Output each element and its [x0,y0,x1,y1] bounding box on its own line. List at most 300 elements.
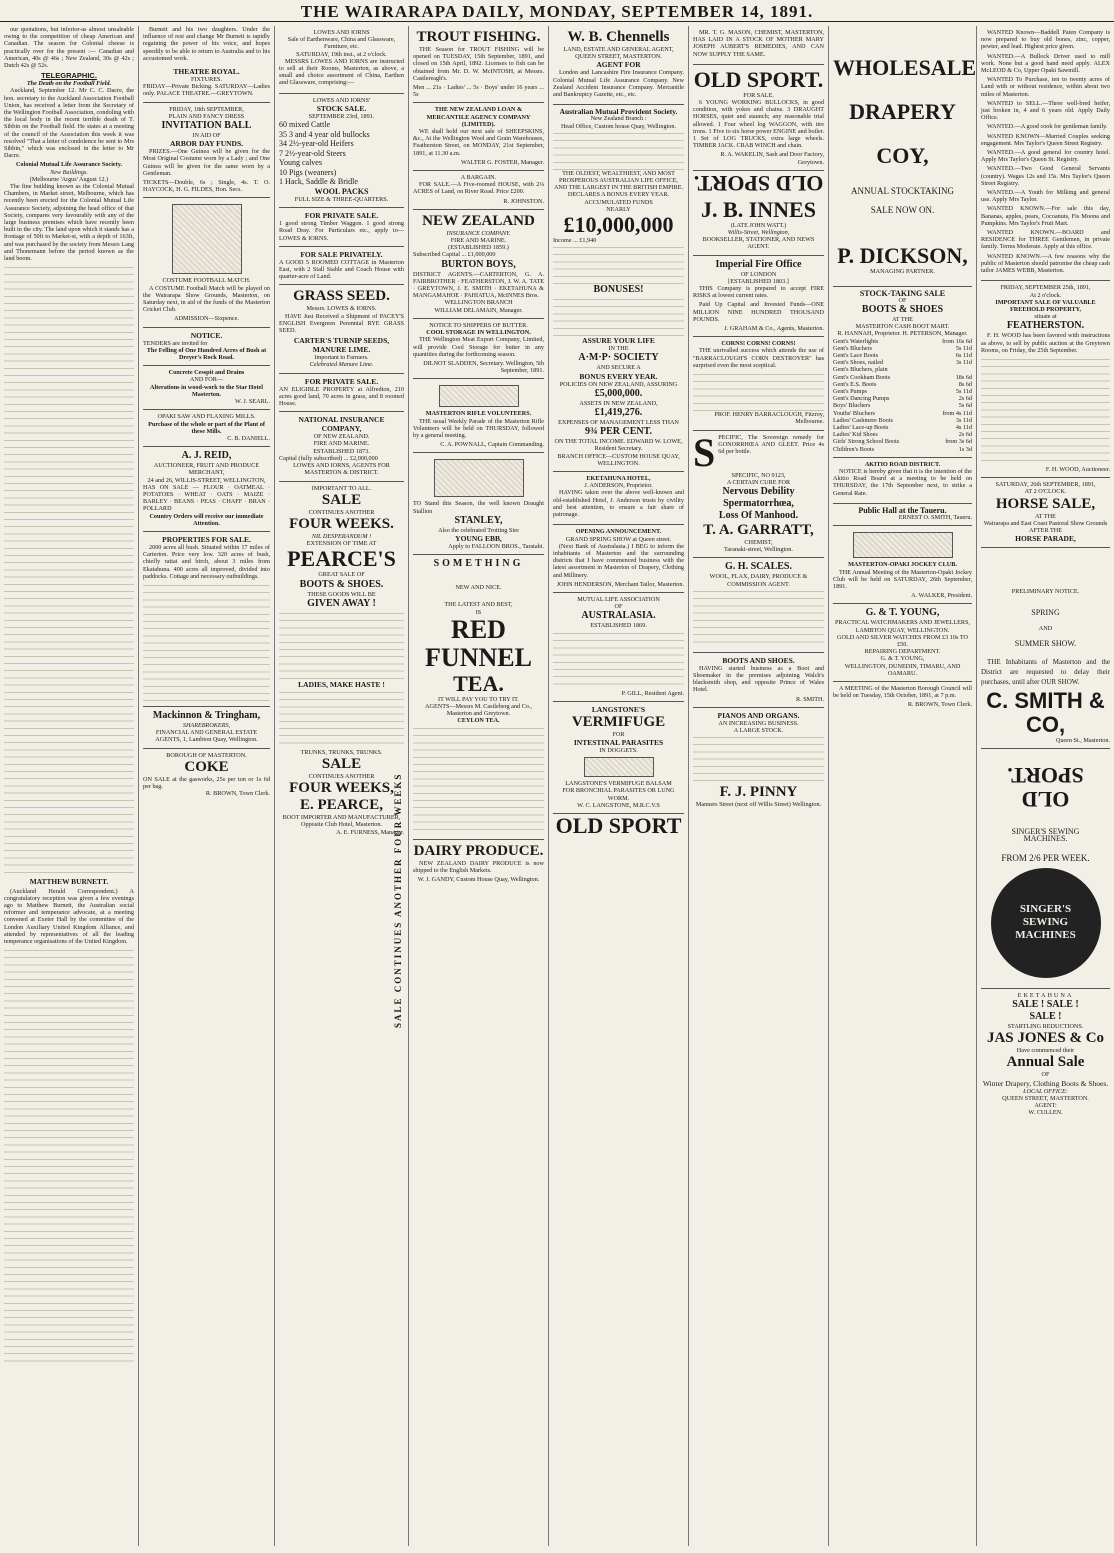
column-7 [828,26,976,1546]
imperial-sub: OF LONDON [740,270,777,278]
price-row [833,359,972,366]
amp-bonus: DECLARES A BONUS EVERY YEAR. [567,191,670,199]
price-row [833,424,972,431]
corns-signature: PROF. HENRY BARRACLOUGH, Fitzroy, Melbourne. [714,411,824,426]
mutual-australasia: AUSTRALASIA. [581,610,656,622]
wanted-ad: WANTED KNOWN—Married Couples seeking engagement. Mrs Taylor's Queen Street Registry. [981,132,1110,147]
featherston-important: IMPORTANT SALE OF VALUABLE FREEHOLD PROPERTY, [995,298,1096,313]
trout-body: THE Season for TROUT FISHING will be opened on TUESDAY, 15th September, 1891, and closed on 15th April, 1892. Licenses to fish can be obtained from Mr. D. W. McINTOSH, at Messrs. Castlereagh's. [413,46,544,82]
preliminary-notice: PRELIMINARY NOTICE. [1011,588,1080,596]
burnett-continued: Burnett and his two daughters. Under the influence of rest and change Mr Burnett is rapidly regaining the power of his voice, and hopes speedily to be able to return to Australia and to his accustomed work. [143,26,270,62]
footballer-illustration [172,204,242,274]
dairy-heading: DAIRY PRODUCE. [413,842,544,859]
langstone-dogs: IN DOGGETS. [599,746,638,754]
winter-drapery: Winter Drapery, Clothing Boots & Shoes. [982,1078,1109,1088]
nervous-debility: Nervous Debility [722,485,795,497]
mill-signature: C. B. DANIELL. [227,434,270,442]
price-item: Gent's Bluchers, plain [833,366,888,374]
loan-body: WE shall hold our next sale of SHEEPSKINS, &c., At the Wellington Wool and Grain Warehouses, Featherston Street, on MONDAY, 21st September, 1891, at 11.30 a.m. [413,128,544,157]
mutual-text [553,630,684,690]
stock-item: 34 2½-year-old Heifers [279,139,354,149]
dog-illustration [584,757,654,777]
burnett-continuation-text [4,947,134,1367]
lowes-text: MESSRS LOWES AND IORNS are instructed to sell at their Rooms, Masterton, as above, a small and choice assortment of China, Earthen and Glassware, comprising:— [279,57,404,87]
amp-funds-near: NEARLY [606,205,631,213]
price-item: Gent's Pumps [833,388,867,396]
amp-bonus-text [553,296,684,336]
pearce-sale-ad [279,482,404,840]
mason-body: MR. T. G. MASON, CHEMIST, MASTERTON, HAS LAID IN A STOCK OF MOTHER MARY JOSEPH AUBERT'S REMEDIES, AND CAN NOW SUPPLY THE SAME. [693,29,824,58]
properties-body: 2000 acres all bush. Situated within 17 miles of Carterton. Price very low. 320 acres of bush, chiefly rattai and birch, about 3 miles from Ekatahuna. 400 acres all improved, divided into paddocks. Cottage and necessary outbuildings. [143,543,270,580]
scales-ad [693,558,824,652]
large-stock: A LARGE STOCK. [733,726,784,734]
lowes-heading: LOWES AND IORNS [313,29,370,36]
jones-heading: JAS JONES & Co [986,1030,1105,1047]
amp-every: BONUS EVERY YEAR. [579,371,658,381]
innes-sub: (LATE JOHN WATT.) [730,221,787,229]
reid-trade: AUCTIONEER, FRUIT AND PRODUCE MERCHANT, [153,462,260,477]
price-row [833,352,972,359]
scales-text [693,588,824,648]
hotel-sub: J. ANDERSON, Proprietor. [584,482,653,490]
it-will-pay: IT WILL PAY YOU TO TRY IT. [438,695,519,703]
price-row [833,438,972,445]
price-row [833,374,972,381]
amp-society: A·M·P· SOCIETY [578,352,659,364]
drapery-heading: DRAPERY [849,99,956,124]
tender-1-heading: The Felling of One Hundred Acres of Bush at Dreyer's Rock Road. [146,346,267,362]
singer-badge: SINGER'S SEWING MACHINES [991,868,1101,978]
opening-heading: OPENING ANNOUNCEMENT. [575,528,662,536]
new-nice: NEW AND NICE. [455,584,502,592]
young-watchmakers-ad [833,604,972,682]
pinny-address: Manners Street (next off Willis Street) Wellington. [695,801,822,809]
hall-signature: ERNEST O. SMITH, Taueru. [898,514,972,522]
trout-fees: Men ... 21s · Ladies' ... 5s · Boys' under 16 years ... 5s [413,84,544,99]
tea-text [413,725,544,835]
sale-motto: NIL DESPERANDUM ! [311,532,372,540]
boots-shoes-ad [693,653,824,708]
price-value: 5s 11d [955,388,972,396]
garratt-address: Taranaki-street, Wellington. [724,546,793,554]
horse-after: AFTER THE [1028,526,1063,534]
racehorse-illustration [853,532,953,558]
mackinnon-ad [143,707,270,749]
nz-sub: INSURANCE COMPANY. [446,229,511,237]
ball-aid: IN AID OF [192,132,221,140]
horse-parade: HORSE PARADE, [1015,534,1076,544]
price-item: Gent's Lace Boots [833,352,879,360]
coke-signature: R. BROWN, Town Clerk. [205,790,270,798]
nz-agent: BURTON BOYS, [441,258,516,270]
certain-cure: A CERTAIN CURE FOR [726,478,791,486]
old-sport-heading: OLD SPORT [555,812,682,838]
manure-body: Celebrated Manure Lime. [309,361,374,369]
pearce-name: E. PEARCE, [300,797,383,814]
private-sale-3 [279,374,404,413]
amp-figures [553,244,684,284]
horse-ground: Wairarapa and East Coast Pastoral Show Grounds [983,519,1108,527]
langstone-bronchial: FOR BRONCHIAL PARASITES OR LUNG WORM. [562,787,675,802]
boot-price-list [833,338,972,453]
young-ebb: YOUNG EBB, [455,533,502,543]
cheese-quotations: our quotations, but inferior-as almost unsaleable owing to the competition of cheap American and Canadian. The season for Colonial cheese is practically over for the present :— Canadian and American, 40s @ 46s ; New Zealand, 30s @ 42s ; Dutch 42s @ 52s. [4,26,134,70]
trout-fishing-ad [413,26,544,103]
annual-sale-heading: Annual Sale [1006,1054,1085,1071]
increasing-business: AN INCREASING BUSINESS. [718,719,799,727]
price-row [833,338,972,345]
article-continuation-text [4,264,134,874]
price-value: 2s 6d [958,431,972,439]
theatre-sub: FIXTURES. [190,76,223,84]
sport-items: 6 YOUNG WORKING BULLOCKS, in good condition, with yokes and chains. 3 DRAUGHT HORSES, quiet and staunch; any reasonable trial allowed. 1 Four wheel log WAGGON, with tire irons. 1 Five to six horse power ENGINE and boiler. 1 Set of LOG TRUCKS, extra large wheels. TIMBER JACK. CRAB WINCH and chain. [693,99,824,150]
jockey-body: THE Annual Meeting of the Masterton-Opaki Jockey Club will be held on SATURDAY, 26th September, 1891. [833,568,972,590]
price-item: Gent's Dancing Pumps [833,395,890,403]
langstone-ad [553,702,684,814]
lowes-earthenware-ad [279,26,404,94]
featherston-sale-ad [981,281,1110,478]
stock-item: 1 Hack, Saddle & Bridle [279,177,358,187]
price-row [833,345,972,352]
sale-sale: SALE ! SALE ! [1012,998,1079,1010]
mutual-life-ad [553,593,684,702]
pearce-text [279,610,404,680]
stanley-body: TO Stand this Season, the well known Draught Stallion [413,500,544,515]
repairing-dept: REPAIRING DEPARTMENT. [864,648,941,656]
ladies-text [279,689,404,749]
nz-established: (ESTABLISHED 1859.) [448,244,509,252]
spring-word: SPRING [1031,608,1060,618]
amp-income: Income ... £1,940 [553,237,597,245]
old-sport-ad [693,65,824,171]
shippers-heading: NOTICE TO SHIPPERS OF BUTTER. [429,321,528,329]
mackinnon-body: FINANCIAL AND GENERAL ESTATE AGENTS, 1, Lambton Quay, Wellington. [155,729,258,744]
notice-heading: NOTICE. [190,330,223,340]
wood-signature: F. H. WOOD, Auctioneer. [1045,465,1110,473]
eketahuna: EKETAHUNA [1017,991,1074,999]
imperial-heading: Imperial Fire Office [715,258,802,270]
sport-signature: R. A. WAKELIN, Sash and Door Factory, Greytown. [720,151,824,166]
imperial-capital: Paid Up Capital and Invested Funds—ONE MILLION NINE HUNDRED THOUSAND POUNDS. [693,301,824,323]
latest-best: THE LATEST AND BEST, [444,601,513,609]
dairy-body: NEW ZEALAND DAIRY PRODUCE is now shipped to the English Markets. [413,859,544,874]
hotel-heading: EKETAHUNA HOTEL, [586,475,651,483]
corns-ad [693,337,824,430]
smith-body: THE Inhabitants of Masterton and the District are requested to delay their purchases, until after OUR SHOW. [981,657,1110,686]
stock-item: WOOL PACKS [314,186,369,196]
costume-body: A COSTUME Football Match will be played on the Wairarapa Show Grounds, Masterton, on Saturday next, in aid of the funds of the Masterton Cricket Club. [143,284,270,314]
featherston-date: FRIDAY, SEPTEMBER 25th, 1891, [1000,284,1091,292]
stanley-signature: Apply to FALLOON BROS., Taratahi. [448,542,544,550]
price-item: Gent's Bluchers [833,344,873,352]
price-row [833,410,972,417]
wanted-ad: WANTED KNOWN.—A few reasons why the public of Masterton should patronise the cheap cash tailor JAMES WEBB, Masterton. [981,252,1110,275]
opening-ad [553,525,684,593]
amp-branch: New Zealand Branch : [590,115,647,123]
featherston-time: At 2 o'clock. [1029,291,1062,299]
wood-body: F. H. WOOD has been favored with instructions as above, to sell by public auction at the Greytown Rooms, on Friday, the 25th September. [981,332,1110,354]
tender-notice-1 [143,328,270,367]
wanted-ad: WANTED KNOWN.—BOARD and RESIDENCE for THREE Gentlemen, in private family. Terms Moderate. Apply at this office. [981,229,1110,251]
tea-heading: TEA. [453,670,504,696]
manure-heading: MANURE LIME. [312,345,371,355]
mla-headline: Colonial Mutual Life Assurance Society. [15,161,123,169]
jockey-club-ad [833,526,972,604]
jones-sale-ad [981,989,1110,1121]
tender-2-more: Alterations in wood-work to the Star Hotel Masterton. [150,383,263,398]
price-value: 8s 6d [958,380,972,388]
hotel-ad [553,472,684,525]
amp-assure: ASSURE YOUR LIFE [582,336,655,346]
pearce-trade: BOOT IMPORTER AND MANUFACTURER, [282,814,401,822]
langstone-signature: W. C. LANGSTONE, M.R.C.V.S [577,801,660,809]
price-row [833,446,972,453]
coy-heading: COY, [876,143,929,168]
price-item: Ladies' Cashmere Boots [833,416,893,424]
sale-bang: SALE ! [1029,1010,1062,1022]
garratt-chemist: CHEMIST, [744,538,773,546]
price-value: 6s 11d [955,352,972,360]
scales-sub: WOOL, FLAX, DAIRY, PRODUCE & COMMISSION AGENT. [709,573,808,588]
cool-signature: DILNOT SLADDEN, Secretary. Wellington, 5th September, 1891. [423,359,544,375]
pianos-heading: PIANOS AND ORGANS. [717,710,800,720]
langstone-balsam: LANGSTONE'S VERMIFUGE BALSAM [565,780,672,788]
price-item: Children's Boots [833,445,875,453]
nz-line: FIRE AND MARINE. [450,237,507,245]
borough-body: A MEETING of the Masterton Borough Council will be held on Tuesday, 15th October, 1891, at 7 p.m. [833,684,972,700]
amp-assuring: POLICIES ON NEW ZEALAND, ASSURING [559,380,678,388]
mill-tender-heading: Purchase of the whole or part of the Plant of these Mills. [148,420,265,435]
akitio-body: NOTICE is hereby given that it is the intention of the Akitio Road Board at a meeting to be held on THURSDAY, the 17th September next, to strike a General Rate. [833,468,972,497]
price-value: from 16s 6d [942,337,972,345]
stock-item: 35 3 and 4 year old bullocks [279,129,370,139]
amp-in: IN THE [608,345,629,353]
wholesale-drapery-ad [833,26,976,287]
wood-text [981,356,1110,466]
pinny-heading: F. J. PINNY [719,784,798,801]
amp-assets: £1,419,276. [594,407,643,419]
imperial-body: THIS Company is prepared to accept FIRE RISKS at lowest current rates. [693,285,824,300]
bargain-body: FOR SALE.—A Five-roomed HOUSE, with 2¼ ACRES of Land, on River Road. Price £200. [413,181,544,196]
innes-trade: BOOKSELLER, STATIONER, AND NEWS AGENT. [702,236,815,251]
ladies-heading: LADIES, MAKE HASTE ! [298,679,385,689]
wellington-manager: WILLIAM DELAMAIN, Manager. [434,306,523,314]
burnett-article: (Auckland Herald Correspondent.) A congratulatory reception was given a few evenings ago to Matthew Burnett, the Australian social reformer and temperance advocate, at a meeting convened at Exeter Hall by the committee of the London Auxiliary United Kingdom Alliance, and attended by representatives of all the leading temperance organisations of the United Kingdom. [4,887,134,945]
featherston-heading: FEATHERSTON. [1006,320,1085,332]
amp-funds: £10,000,000 [563,212,674,238]
young-heading: G. & T. YOUNG, [865,607,940,619]
pearce-goods: THESE GOODS WILL BE [307,590,376,598]
cullen-agent: W. CULLEN. [1028,1109,1063,1117]
amp-oldest: THE OLDEST, WEALTHIEST, AND MOST PROSPEROUS AUSTRALIAN LIFE OFFICE, [559,169,678,185]
mutual-established: ESTABLISHED 1869. [590,622,647,630]
ball-ad [143,103,270,199]
stocktaking-at: AT THE [892,316,913,324]
amp-assets-label: ASSETS IN NEW ZEALAND, [579,399,658,407]
national-agents: LOWES AND IORNS, AGENTS FOR MASTERTON & DISTRICT. [293,462,390,477]
trunks-line: TRUNKS, TRUNKS, TRUNKS. [300,748,383,756]
reid-orders: Country Orders will receive our immediate Attention. [149,512,264,527]
bargain-signature: R. JOHNSTON. [503,197,544,205]
wanted-ad: WANTED.—Two Good General Servants (country). Wages 12s and 15s. Mrs Taylor's Queen Street Registry. [981,165,1110,187]
price-item: Gent's Waterlights [833,337,879,345]
ball-kind: PLAIN AND FANCY DRESS [168,112,245,120]
pearce-boots: BOOTS & SHOES. [299,578,384,590]
old-sport-upside-down: OLD SPORT. [693,170,824,196]
cash-boot-mart-ad [833,287,972,458]
young-towns: WELLINGTON, DUNEDIN, TIMARU, AND OAMARU. [844,662,961,677]
price-item: Girls' Strong School Boots [833,438,900,446]
specific-initial: S [693,430,716,475]
column-2 [138,26,274,1546]
private-3-heading: FOR PRIVATE SALE. [304,376,379,386]
queen-street: QUEEN STREET, MASTERTON. [1002,1094,1089,1102]
sale-now-on: SALE NOW ON. [870,205,935,216]
national-line: FIRE AND MARINE. [313,440,370,448]
wanted-ad: WANTED.—A good cook for gentleman family. [987,123,1108,131]
featherston-situate: situate at [1034,313,1057,321]
stallion-ad [413,453,544,555]
langstone-heading: LANGSTONE'S [591,704,646,714]
specific-number: SPECIFIC, NO 9123, [731,471,786,479]
price-value: 3s 11d [955,416,972,424]
bargain-ad [413,171,544,210]
coke-heading: COKE [184,758,229,775]
young-sub: PRACTICAL WATCHMAKERS AND JEWELLERS, [834,619,971,627]
hannah-proprietor: R. HANNAH, Proprietor. H. PETERSON, Manager. [837,330,968,338]
price-row [833,402,972,409]
smith-heading: C. SMITH & CO, [986,687,1105,737]
singer-ad [981,825,1110,989]
horse-date: SATURDAY, 26th SEPTEMBER, 1891, [995,481,1096,489]
sale-sub: CONTINUES ANOTHER [308,508,375,516]
grass-body: HAVE Just Received a Shipment of PACEY'S ENGLISH Evergreen Perennial RYE GRASS SEED. [279,312,404,335]
horse-time: AT 2 O'CLOCK. [1024,488,1067,496]
amp-heading: Australian Mutual Provident Society. [559,107,678,117]
chennells-heading: W. B. Chennells [567,29,670,45]
ball-fund: ARBOR DAY FUNDS. [170,139,243,149]
loss-of-manhood: Loss Of Manhood. [718,509,799,521]
price-value: 2s 6d [958,395,972,403]
garratt-name: T. A. GARRATT, [703,521,814,538]
wanted-ad: WANTED to SELL.—Three well-bred heifer, just broken in, 4 and 6 years old. Apply Daily Office. [981,99,1110,122]
nz-district-agents: DISTRICT AGENTS.—CARTERTON, G. A. FAIRBROTHER · FEATHERSTON, J. W. A. TATE · GREYTOWN, J. E. SMITH · EKETAHUNA & MANGAMAHOE · PAHIATUA, McINNES Bros. [413,270,544,300]
price-value: 5s 6d [958,402,972,410]
chennells-sub: LAND, ESTATE AND GENERAL AGENT, [563,46,674,53]
properties-ad [143,532,270,707]
wanted-ad: WANTED To Purchase, ten to twenty acres of Land with or without residence, within about two miles of Masterton. [981,76,1110,98]
mason-chemist-ad [693,26,824,65]
imperial-established: [ESTABLISHED 1803.] [728,277,789,285]
costume-football-ad [143,198,270,327]
hotel-body: HAVING taken over the above well-known and old-established Hotel, J. Anderson trusts by civility and best attention, to ensure a fair share of patronage. [553,489,684,519]
mackinnon-sub: SHAREBROKERS, [182,721,231,729]
nz-heading: NEW ZEALAND [422,212,535,229]
buildings-headline: New Buildings. [50,168,88,176]
ball-tickets: TICKETS—Double, 6s ; Single, 4s. T. O. HAYCOCK, H. G. FILDES, Hon. Secs. [143,179,270,194]
saw-mill-ad [143,410,270,447]
costume-admission: ADMISSION—Sixpence. [174,315,239,323]
properties-more-text [143,582,270,702]
jones-of: OF [1041,1071,1050,1079]
coke-body: ON SALE at the gasworks, 25s per ton or 1s 6d per bag. [143,775,270,790]
price-value [929,366,972,373]
wanted-ad: WANTED Known—Baddell Paten Company is now prepared to buy old bones, zinc, copper, pewter, and lead. Highest price given. [981,29,1110,51]
scales-heading: G. H. SCALES. [725,561,792,573]
theatre-ad [143,64,270,103]
agent-label: AGENT: [1034,1101,1057,1109]
reid-address: 24 and 26, WILLIS-STREET, WELLINGTON, [147,476,266,484]
amp-largest: AND THE LARGEST IN THE BRITISH EMPIRE. [553,184,684,192]
loan-agency-ad [413,103,544,171]
stock-item: 60 mixed Cattle [279,120,331,130]
ball-date: FRIDAY, 18th SEPTEMBER, [169,105,244,113]
ceylon-tea: CEYLON TEA. [457,717,500,725]
corns-heading: CORNS! CORNS! CORNS! [721,340,796,348]
mutual-heading: MUTUAL LIFE ASSOCIATION [577,595,660,603]
gold-watches: GOLD AND SILVER WATCHES FROM £3 10s TO £50. [837,633,968,648]
red-funnel-heading: RED FUNNEL [425,614,532,672]
langstone-for: FOR [612,730,625,738]
horse-sale-ad [981,478,1110,548]
red-funnel-tea-ad [413,555,544,839]
grass-heading: GRASS SEED. [293,288,390,305]
imperial-fire-ad [693,256,824,338]
tender-1-intro: TENDERS are invited for [143,339,208,347]
important-heading: IMPORTANT TO ALL. [311,484,372,492]
innes-heading: J. B. INNES [701,196,816,222]
lowes-sale: Sale of Earthenware, China and Glassware, Furniture, etc. [287,36,396,51]
price-value: 18s 6d [955,373,972,381]
price-value: 1s 3d [958,445,972,453]
price-value: 4s 11d [955,424,972,432]
akitio-heading: AKITIO ROAD DISTRICT. [864,460,941,468]
nz-insurance-ad [413,210,544,319]
pinny-ad [693,708,824,813]
pearce-heading: PEARCE'S [287,546,396,572]
tea-agents: AGENTS—Messrs M. Castleberg and Co., Masterton and Greytown. [425,702,532,718]
theatre-body: FRIDAY—Private Bicking. SATURDAY—Ladies only. PALACE THEATRE.—GREYTOWN. [143,83,270,98]
amp-branch-office: BRANCH OFFICE—CUSTOM HOUSE QUAY, WELLINGTON. [557,452,680,467]
jones-have: Have commenced their [1016,1047,1075,1055]
sale-weeks: FOUR WEEKS. [289,515,394,532]
private-2-body: A GOOD 5 ROOMED COTTAGE in Masterton East, with 2 Stall Stable and Coach House with quarter-acre of Land. [279,258,404,281]
tender-2-heading: Concrete Cesspit and Drains [168,369,245,377]
chennells-address: QUEEN STREET, MASTERTON. [575,53,662,61]
stock-heading: LOWES AND IORNS' [312,96,371,104]
sale-2-weeks: FOUR WEEKS, [289,780,394,797]
amp-percent: 9¾ PER CENT. [584,426,653,438]
price-item: Gent's Shoes, nailed [833,359,884,367]
sale-heading: SALE [321,491,362,508]
rifles-signature: C. A. POWNALL, Captain Commanding. [440,441,544,449]
amp-directors [553,130,684,170]
national-established: ESTABLISHED 1873. [313,447,370,455]
old-sport-title: OLD SPORT. [693,66,824,92]
young-address: LAMBTON QUAY, WELLINGTON. [855,626,950,634]
jockey-heading: MASTERTON-OPAKI JOCKEY CLUB. [848,561,957,569]
price-value: 5s 11d [955,344,972,352]
grass-seed-ad [279,285,404,373]
price-row [833,395,972,402]
smith-show-ad [981,548,1110,749]
price-item: Boys' Bluchers [833,402,871,410]
stanley-sub: Also the celebrated Trotting Sire [438,526,519,534]
private-1-heading: FOR PRIVATE SALE. [304,211,379,221]
dickson-name: P. DICKSON, [837,243,968,269]
burnett-headline: MATTHEW BURNETT. [29,877,109,887]
corns-text [693,371,824,411]
